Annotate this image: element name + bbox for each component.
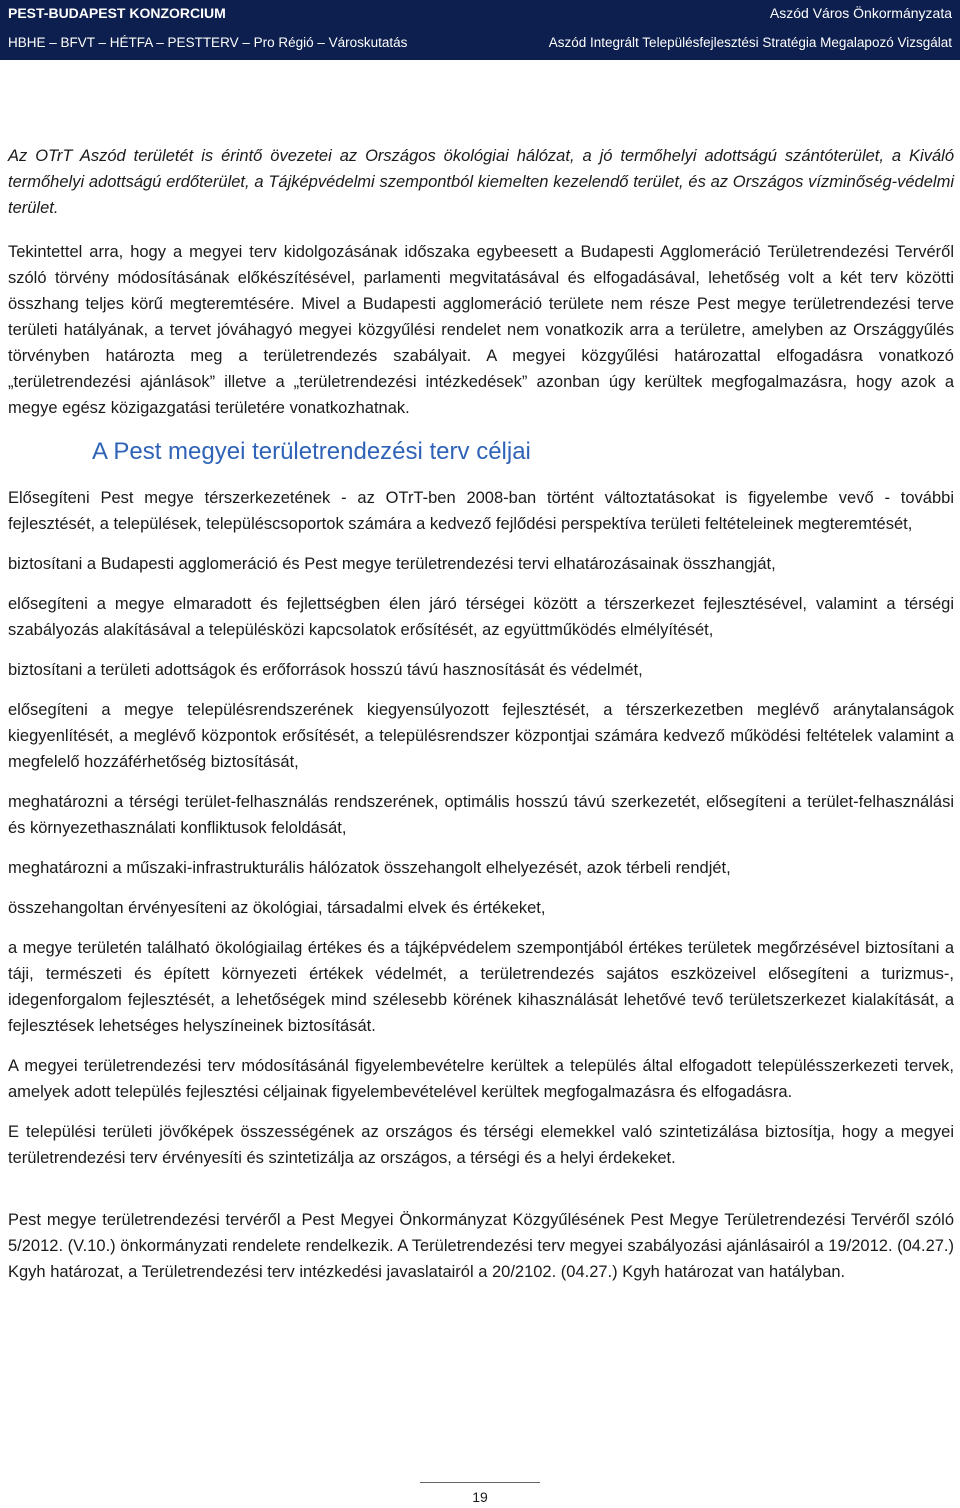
page-number: 19 bbox=[472, 1489, 488, 1505]
goal-item: elősegíteni a megye elmaradott és fejlettségben élen járó térségei között a térszerkezet fejlesztésével, valamint a térségi szabályozás alakításával a településközi kapcsolatok erősítését, az együttműködés elmélyítését, bbox=[8, 595, 954, 639]
goal-item: összehangoltan érvényesíteni az ökológiai, társadalmi elvek és értékeket, bbox=[8, 899, 546, 917]
goal-item: Elősegíteni Pest megye térszerkezetének - az OTrT-ben 2008-ban történt változtatásokat is figyelembe vevő - további fejlesztését, a települések, településcsoportok számára a kedvező fejlődési perspektíva területi feltételeinek megteremtését, bbox=[8, 489, 954, 533]
document-body bbox=[8, 143, 954, 1285]
agglomeration-paragraph: Tekintettel arra, hogy a megyei terv kidolgozásának időszaka egybeesett a Budapesti Agglomeráció Területrendezési Tervéről szóló törvény módosításának előkészítésével, parlamenti megvitatásával és elfogadásával, lehetőség volt a két terv közötti összhang teljes körű megteremtésére. Mivel a Budapesti agglomeráció területe nem része Pest megye területrendezési terve területi hatályának, a tervet jóváhagyó megyei közgyűlési rendelet nem vonatkozik arra a területre, amelyben az Országgyűlés törvényben határozta meg a területrendezés szabályait. A megyei közgyűlési határozattal elfogadásra vonatkozó „területrendezési ajánlások” illetve a „területrendezési intézkedések” azonban úgy kerültek megfogalmazásra, hogy azok a megye egész közigazgatási területére vonatkozhatnak. bbox=[8, 243, 954, 417]
municipality-title: Aszód Város Önkormányzata bbox=[769, 5, 952, 21]
goal-item: biztosítani a Budapesti agglomeráció és Pest megye területrendezési tervi elhatározásainak összhangját, bbox=[8, 555, 776, 573]
synthesis-paragraph: E települési területi jövőképek összességének az országos és térségi elemekkel való szintetizálása biztosítja, hogy a megyei területrendezési terv érvényesíti és szintetizálja az országos, a térségi és a helyi érdekeket. bbox=[8, 1123, 954, 1167]
regulation-paragraph: Pest megye területrendezési tervéről a Pest Megyei Önkormányzat Közgyűlésének Pest Megye Területrendezési Tervéről szóló 5/2012. (V.10.) önkormányzati rendelete rendelkezik. A Területrendezési terv megyei szabályozási ajánlásairól a 19/2012. (04.27.) Kgyh határozat, a Területrendezési terv intézkedési javaslatairól a 20/2102. (04.27.) Kgyh határozat van hatályban. bbox=[8, 1211, 954, 1281]
otrt-zones-paragraph: Az OTrT Aszód területét is érintő övezetei az Országos ökológiai hálózat, a jó termőhelyi adottságú szántóterület, a Kiváló termőhelyi adottságú erdőterület, a Tájképvédelmi szempontból kiemelten kezelendő terület, és az Országos vízminőség-védelmi terület. bbox=[8, 147, 954, 217]
goal-item: meghatározni a térségi terület-felhasználás rendszerének, optimális hosszú távú szerkezetét, elősegíteni a terület-felhasználási és környezethasználati konfliktusok feloldását, bbox=[8, 793, 954, 837]
goal-item: meghatározni a műszaki-infrastrukturális hálózatok összehangolt elhelyezését, azok térbeli rendjét, bbox=[8, 859, 731, 877]
goal-item: a megye területén található ökológiailag értékes és a tájképvédelem szempontjából értékes területek megőrzésével biztosítani a táji, természeti és épített környezeti értékek védelmét, a területrendezés sajátos eszközeivel elősegíteni a turizmus-, idegenforgalom fejlesztését, a lehetőségek mind szélesebb körének kihasználását lehetővé tevő területszerkezet kialakítását, a fejlesztések lehetséges helyszíneinek biztosítását. bbox=[8, 939, 954, 1035]
goal-item: biztosítani a területi adottságok és erőforrások hosszú távú hasznosítását és védelmét, bbox=[8, 661, 643, 679]
section-heading: A Pest megyei területrendezési terv céljai bbox=[92, 438, 531, 465]
settlement-plans-paragraph: A megyei területrendezési terv módosításánál figyelembevételre kerültek a település által elfogadott településszerkezeti tervek, amelyek adott település fejlesztési céljainak figyelembevételével kerültek megfogalmazásra és elfogadásra. bbox=[8, 1057, 954, 1101]
footer-divider bbox=[420, 1482, 540, 1483]
goal-item: elősegíteni a megye településrendszerének kiegyensúlyozott fejlesztését, a térszerkezetben meglévő aránytalanságok kiegyenlítését, a meglévő központok erősítését, a településrendszer központjai számára kedvező működési feltételek valamint a megfelelő hozzáférhetőség biztosítását, bbox=[8, 701, 954, 771]
document-subtitle: Aszód Integrált Településfejlesztési Stratégia Megalapozó Vizsgálat bbox=[548, 35, 952, 50]
consortium-title: PEST-BUDAPEST KONZORCIUM bbox=[8, 5, 226, 21]
document-header bbox=[0, 0, 960, 60]
consortium-members: HBHE – BFVT – HÉTFA – PESTTERV – Pro Régió – Városkutatás bbox=[8, 35, 408, 50]
header-row-bottom bbox=[8, 34, 952, 52]
header-row-top bbox=[8, 4, 952, 22]
